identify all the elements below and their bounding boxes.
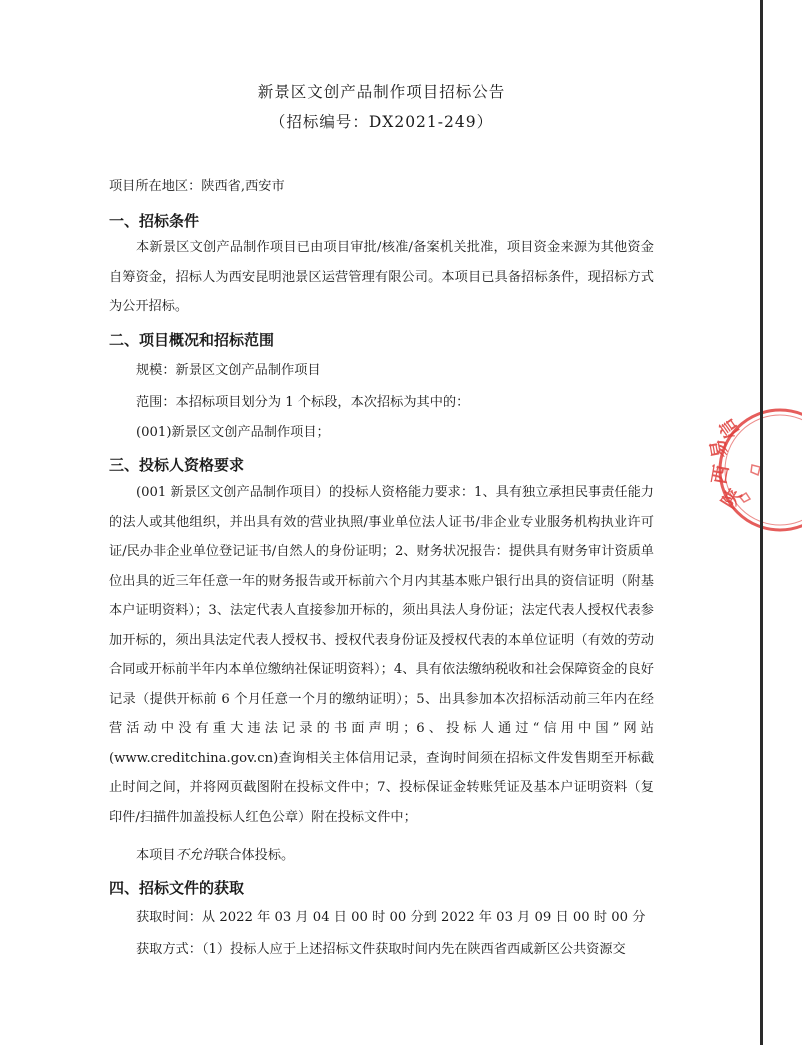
project-scope: 范围：本招标项目划分为 1 个标段，本次招标为其中的： — [136, 395, 470, 410]
bid-conditions-paragraph: 本新景区文创产品制作项目已由项目审批/核准/备案机关批准，项目资金来源为其他资金自筹资金，招标人为西安昆明池景区运营管理有限公司。本项目已具备招标条件，现招标方式为公开招标。 — [109, 240, 654, 314]
consortium-not-allowed: 不允许 — [175, 848, 216, 863]
section-heading-project-overview: 二、项目概况和招标范围 — [109, 331, 275, 349]
section-heading-qualifications: 三、投标人资格要求 — [109, 456, 245, 474]
bid-number: （招标编号：DX2021-249） — [269, 113, 494, 131]
section-heading-document-acquisition: 四、招标文件的获取 — [109, 879, 245, 897]
qualifications-paragraph: (001 新景区文创产品制作项目）的投标人资格能力要求：1、具有独立承担民事责任能力的法人或其他组织，并出具有效的营业执照/事业单位法人证书/非企业专业服务机构执业许可证/民办非企业单位登记证书/自然人的身份证明；2、财务状况报告：提供具有财务审计资质单位出具的近三年任意一年的财务报告或开标前六个月内其基本账户银行出具的资信证明（附基本户证明资料）；3、法定代表人直接参加开标的，须出具法人身份证；法定代表人授权代表参加开标的，须出具法定代表人授权书、授权代表身份证及授权代表的本单位证明（有效的劳动合同或开标前半年内本单位缴纳社保证明资料）；4、具有依法缴纳税收和社会保障资金的良好记录（提供开标前 6 个月任意一个月的缴纳证明）；5、出具参加本次招标活动前三年内在经营活动中没有重大违法记录的书面声明；6、投标人通过“信用中国”网站(www.creditchina.gov.cn)查询相关主体信用记录，查询时间须在招标文件发售期至开标截止时间之间，并将网页截图附在投标文件中；7、投标保证金转账凭证及基本户证明资料（复印件/扫描件加盖投标人红色公章）附在投标文件中； — [109, 485, 654, 825]
consortium-prefix: 本项目 — [136, 848, 176, 863]
section-heading-bid-conditions: 一、招标条件 — [109, 212, 200, 230]
document-title: 新景区文创产品制作项目招标公告 — [257, 83, 506, 101]
project-location: 项目所在地区：陕西省,西安市 — [109, 179, 285, 194]
acquisition-method: 获取方式：（1）投标人应于上述招标文件获取时间内先在陕西省西咸新区公共资源交 — [136, 942, 626, 957]
consortium-statement — [136, 846, 294, 866]
page-right-edge — [760, 0, 763, 1045]
project-scale: 规模：新景区文创产品制作项目 — [136, 363, 321, 378]
svg-text:信: 信 — [715, 414, 745, 443]
project-lot: (001)新景区文创产品制作项目； — [136, 425, 330, 440]
acquisition-time: 获取时间：从 2022 年 03 月 04 日 00 时 00 分到 2022 年 03 月 09 日 00 时 00 分 — [136, 910, 646, 925]
svg-text:易: 易 — [706, 437, 732, 460]
svg-text:西: 西 — [708, 463, 734, 486]
consortium-suffix: 联合体投标。 — [215, 848, 295, 863]
company-seal-stamp — [706, 405, 802, 535]
svg-text:陕: 陕 — [717, 484, 747, 513]
